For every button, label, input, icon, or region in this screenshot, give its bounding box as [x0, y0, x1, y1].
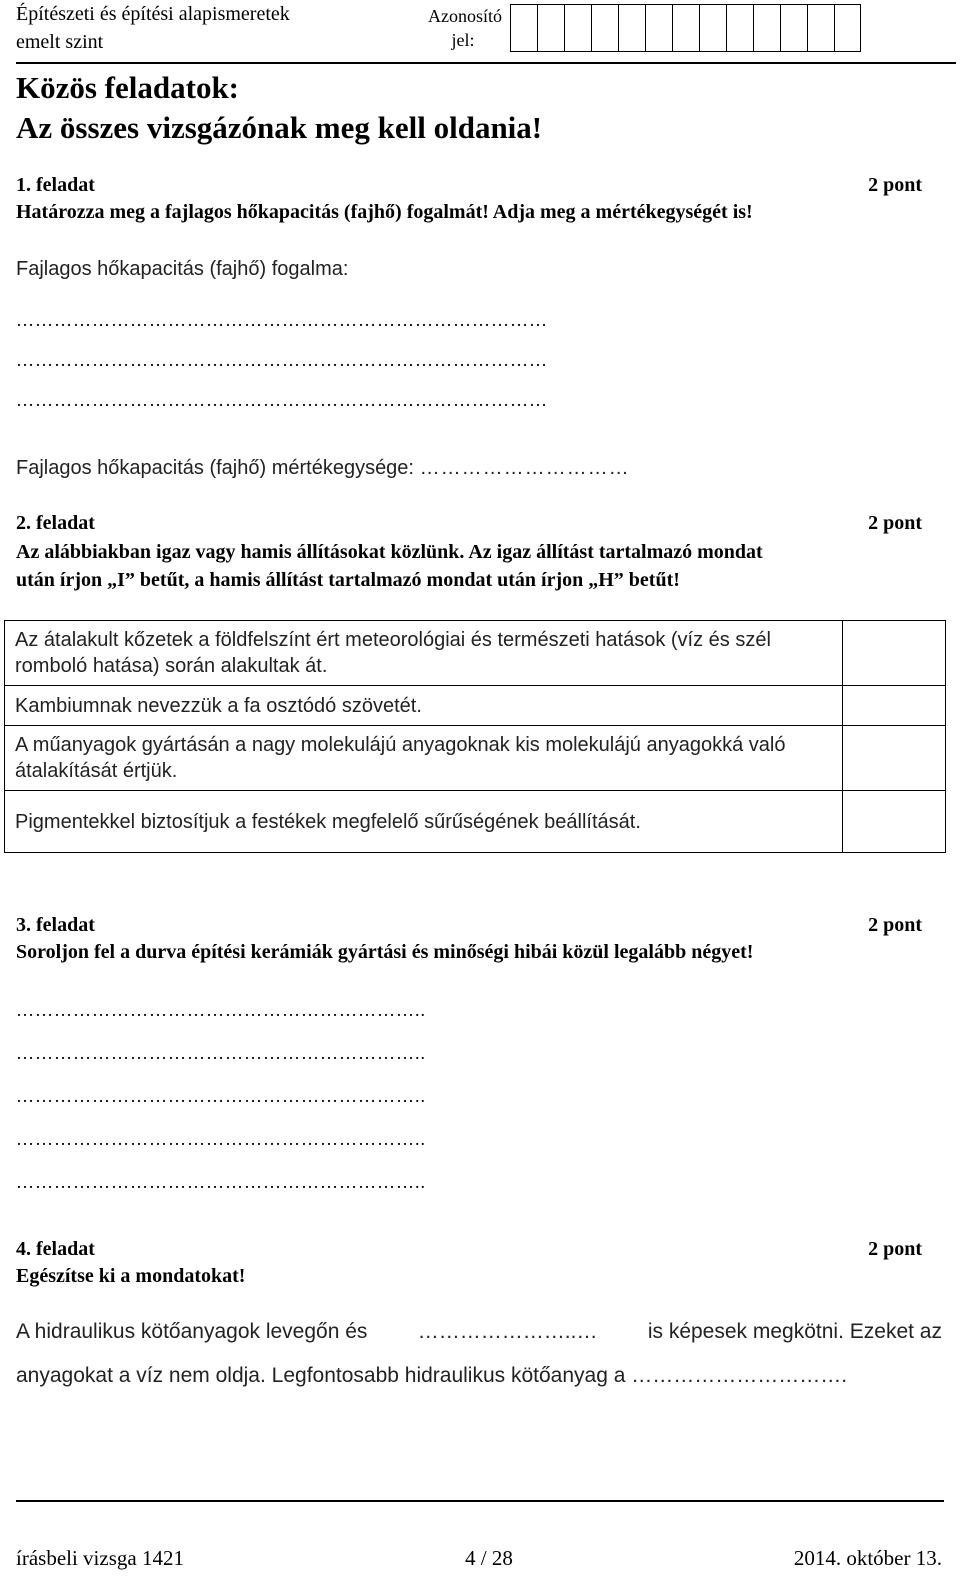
task1-answer-line[interactable]: ………………………………………………………………………… [16, 350, 548, 370]
task2-prompt-line2: után írjon „I” betűt, a hamis állítást tartalmazó mondat után írjon „H” betűt! [16, 569, 680, 591]
header-subject [16, 0, 290, 56]
id-box[interactable] [564, 4, 591, 52]
task3-number: 3. feladat [16, 914, 95, 936]
statement-text: Pigmentekkel biztosítjuk a festékek megfelelő sűrűségének beállítását. [5, 791, 843, 853]
task4-heading [16, 1236, 922, 1262]
task4-sentences [16, 1310, 942, 1398]
answer-cell[interactable] [843, 791, 946, 853]
statement-text: Az átalakult kőzetek a földfelszínt ért meteorológiai és természeti hatások (víz és szél romboló hatása) során alakultak át. [5, 621, 843, 686]
task1-answer-line[interactable]: ………………………………………………………………………… [16, 310, 548, 330]
task2-number: 2. feladat [16, 512, 95, 534]
id-box[interactable] [780, 4, 807, 52]
task1-unit-label-text: Fajlagos hőkapacitás (fajhő) mértékegysége: [16, 457, 414, 479]
task4-text: A hidraulikus kötőanyagok levegőn és [16, 1320, 368, 1343]
task3-heading [16, 912, 922, 938]
task4-line1 [16, 1310, 942, 1354]
task2-heading [16, 510, 922, 536]
id-box[interactable] [645, 4, 672, 52]
page-footer [16, 1545, 942, 1571]
footer-divider [16, 1500, 944, 1502]
page-number: 4 / 28 [464, 1546, 513, 1570]
id-label-line2: jel: [451, 30, 475, 50]
id-box[interactable] [510, 4, 537, 52]
answer-cell[interactable] [843, 686, 946, 726]
statement-text: Kambiumnak nevezzük a fa osztódó szövetét. [5, 686, 843, 726]
task2-points: 2 pont [868, 512, 922, 534]
task1-unit-answer[interactable]: ………………………… [419, 457, 630, 479]
task4-prompt: Egészítse ki a mondatokat! [16, 1265, 246, 1287]
task1-unit-label [16, 455, 630, 481]
table-row [5, 726, 946, 791]
task3-answer-line[interactable]: ……………………………………………………….. [16, 1172, 426, 1192]
footer-date: 2014. október 13. [793, 1546, 942, 1570]
task4-line2 [16, 1354, 942, 1398]
answer-cell[interactable] [843, 621, 946, 686]
task2-prompt [16, 538, 942, 594]
answer-cell[interactable] [843, 726, 946, 791]
id-box[interactable] [591, 4, 618, 52]
task1-concept-label: Fajlagos hőkapacitás (fajhő) fogalma: [16, 258, 349, 280]
id-box[interactable] [537, 4, 564, 52]
table-row [5, 621, 946, 686]
section-title-line2: Az összes vizsgázónak meg kell oldania! [16, 110, 543, 145]
id-box[interactable] [672, 4, 699, 52]
task1-answer-line[interactable]: ………………………………………………………………………… [16, 390, 548, 410]
task1-heading [16, 172, 922, 198]
section-title-line1: Közös feladatok: [16, 70, 240, 105]
task4-points: 2 pont [868, 1238, 922, 1260]
header-divider [16, 62, 956, 64]
task1-points: 2 pont [868, 174, 922, 196]
id-box[interactable] [834, 4, 861, 52]
true-false-table [4, 620, 946, 853]
task4-text: anyagokat a víz nem oldja. Legfontosabb hidraulikus kötőanyag a [16, 1364, 626, 1387]
section-title [16, 68, 542, 148]
task3-answer-line[interactable]: ……………………………………………………….. [16, 1086, 426, 1106]
id-boxes[interactable] [510, 4, 861, 52]
task3-answer-line[interactable]: ……………………………………………………….. [16, 1000, 426, 1020]
task3-prompt: Soroljon fel a durva építési kerámiák gyártási és minőségi hibái közül legalább négyet! [16, 941, 754, 963]
task3-points: 2 pont [868, 914, 922, 936]
table-row [5, 686, 946, 726]
id-label [428, 4, 502, 52]
id-box[interactable] [753, 4, 780, 52]
id-box[interactable] [618, 4, 645, 52]
task1-prompt: Határozza meg a fajlagos hőkapacitás (fajhő) fogalmát! Adja meg a mértékegységét is! [16, 201, 753, 223]
task3-answer-line[interactable]: ……………………………………………………….. [16, 1129, 426, 1149]
task3-answer-line[interactable]: ……………………………………………………….. [16, 1043, 426, 1063]
id-box[interactable] [699, 4, 726, 52]
statement-text: A műanyagok gyártásán a nagy molekulájú anyagoknak kis molekulájú anyagokká való átalakítását értjük. [5, 726, 843, 791]
id-box[interactable] [726, 4, 753, 52]
subject-title: Építészeti és építési alapismeretek [16, 3, 290, 25]
task4-text: is képesek megkötni. Ezeket az [647, 1320, 942, 1343]
fill-in-blank[interactable]: …………………..… [417, 1320, 598, 1343]
task4-number: 4. feladat [16, 1238, 95, 1260]
task1-number: 1. feladat [16, 174, 95, 196]
id-box[interactable] [807, 4, 834, 52]
fill-in-blank[interactable]: …………………………. [631, 1364, 848, 1387]
task2-prompt-line1: Az alábbiakban igaz vagy hamis állításokat közlünk. Az igaz állítást tartalmazó mondat [16, 541, 763, 563]
id-label-line1: Azonosító [428, 6, 502, 26]
table-row [5, 791, 946, 853]
subject-level: emelt szint [16, 31, 104, 53]
footer-exam-code: írásbeli vizsga 1421 [16, 1546, 184, 1570]
